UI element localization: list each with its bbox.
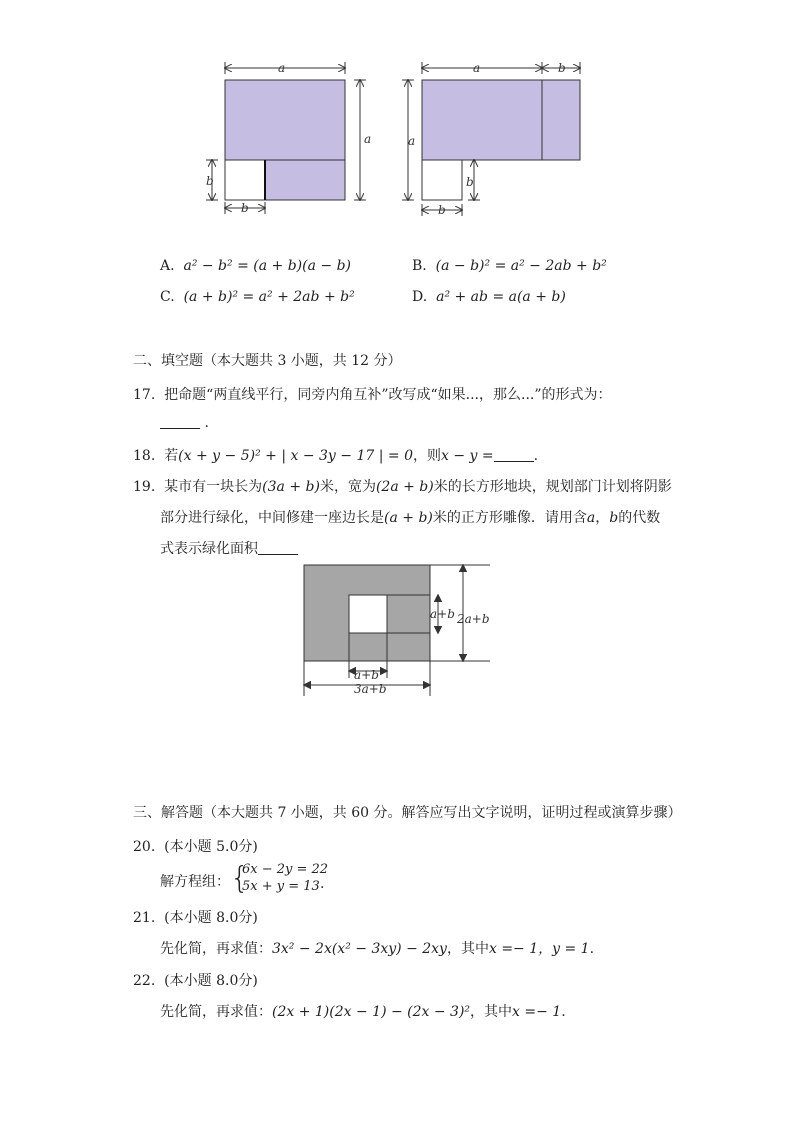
fig1-label-b-bottom: b [241,201,249,215]
fig1-label-b-left: b [206,174,214,188]
fig1-label-a-top: a [278,61,286,75]
section-3-title: 三、解答题（本大题共 7 小题，共 60 分。解答应写出文字说明，证明过程或演算步骤） [133,805,682,821]
answer-blank-18[interactable] [494,447,534,462]
fig3-label-outer-vertical: 2a+b [457,612,490,626]
fig3-statue-square [349,595,387,633]
option-d[interactable]: D. a² + ab = a(a + b) [412,289,566,305]
fig3-label-inner-vertical: a+b [430,607,455,621]
question-22-header: 22. (本小题 8.0分) [133,973,258,989]
question-19-line-2: 部分进行绿化，中间修建一座边长是(a + b)米的正方形雕像．请用含a，b的代数 [160,510,661,526]
fig2-label-a-left: a [408,134,416,148]
fig2-label-b-right: b [466,175,474,189]
fig1-large-square [225,80,345,160]
question-17-answer[interactable]: . [160,414,209,431]
option-c[interactable]: C. (a + b)² = a² + 2ab + b² [160,289,355,305]
fig2-small-square [422,160,462,200]
option-b[interactable]: B. (a − b)² = a² − 2ab + b² [412,258,607,274]
fig2-side-rect [542,80,580,160]
answer-blank-17 [160,414,200,429]
question-19-line-1: 19. 某市有一块长为(3a + b)米，宽为(2a + b)米的长方形地块，规划部门计划将阴影 [133,479,672,495]
question-20-header: 20. (本小题 5.0分) [133,839,258,855]
question-21-body: 先化简，再求值：3x² − 2x(x² − 3xy) − 2xy，其中x =− 1，y = 1. [160,941,595,957]
fig1-rectangle [265,160,345,200]
question-19-line-3: 式表示绿化面积 [160,538,298,558]
figures-top [190,50,600,220]
fig2-label-b-bottom: b [438,203,446,217]
figure-2 [402,61,580,217]
question-17: 17. 把命题“两直线平行，同旁内角互补”改写成“如果...，那么...”的形式为： [133,387,612,403]
fig3-label-outer-horizontal: 3a+b [354,682,387,696]
fig2-label-a-top: a [473,61,481,75]
fig3-label-inner-horizontal: a+b [354,668,379,682]
question-22-body: 先化简，再求值：(2x + 1)(2x − 1) − (2x − 3)²，其中x =− 1. [160,1004,566,1020]
answer-blank-19[interactable] [258,540,298,555]
section-2-title: 二、填空题（本大题共 3 小题，共 12 分） [133,353,402,369]
fig1-label-a-right: a [364,132,372,146]
figure-1 [206,61,371,215]
fig1-small-square [225,160,265,200]
figure-3 [300,560,500,700]
question-21-header: 21. (本小题 8.0分) [133,910,258,926]
fig2-large-rect [422,80,542,160]
fig2-label-b-top: b [558,61,566,75]
question-18: 18. 若(x + y − 5)² + | x − 3y − 17 | = 0，则x − y = . [133,448,539,464]
option-a[interactable]: A. a² − b² = (a + b)(a − b) [160,258,351,274]
